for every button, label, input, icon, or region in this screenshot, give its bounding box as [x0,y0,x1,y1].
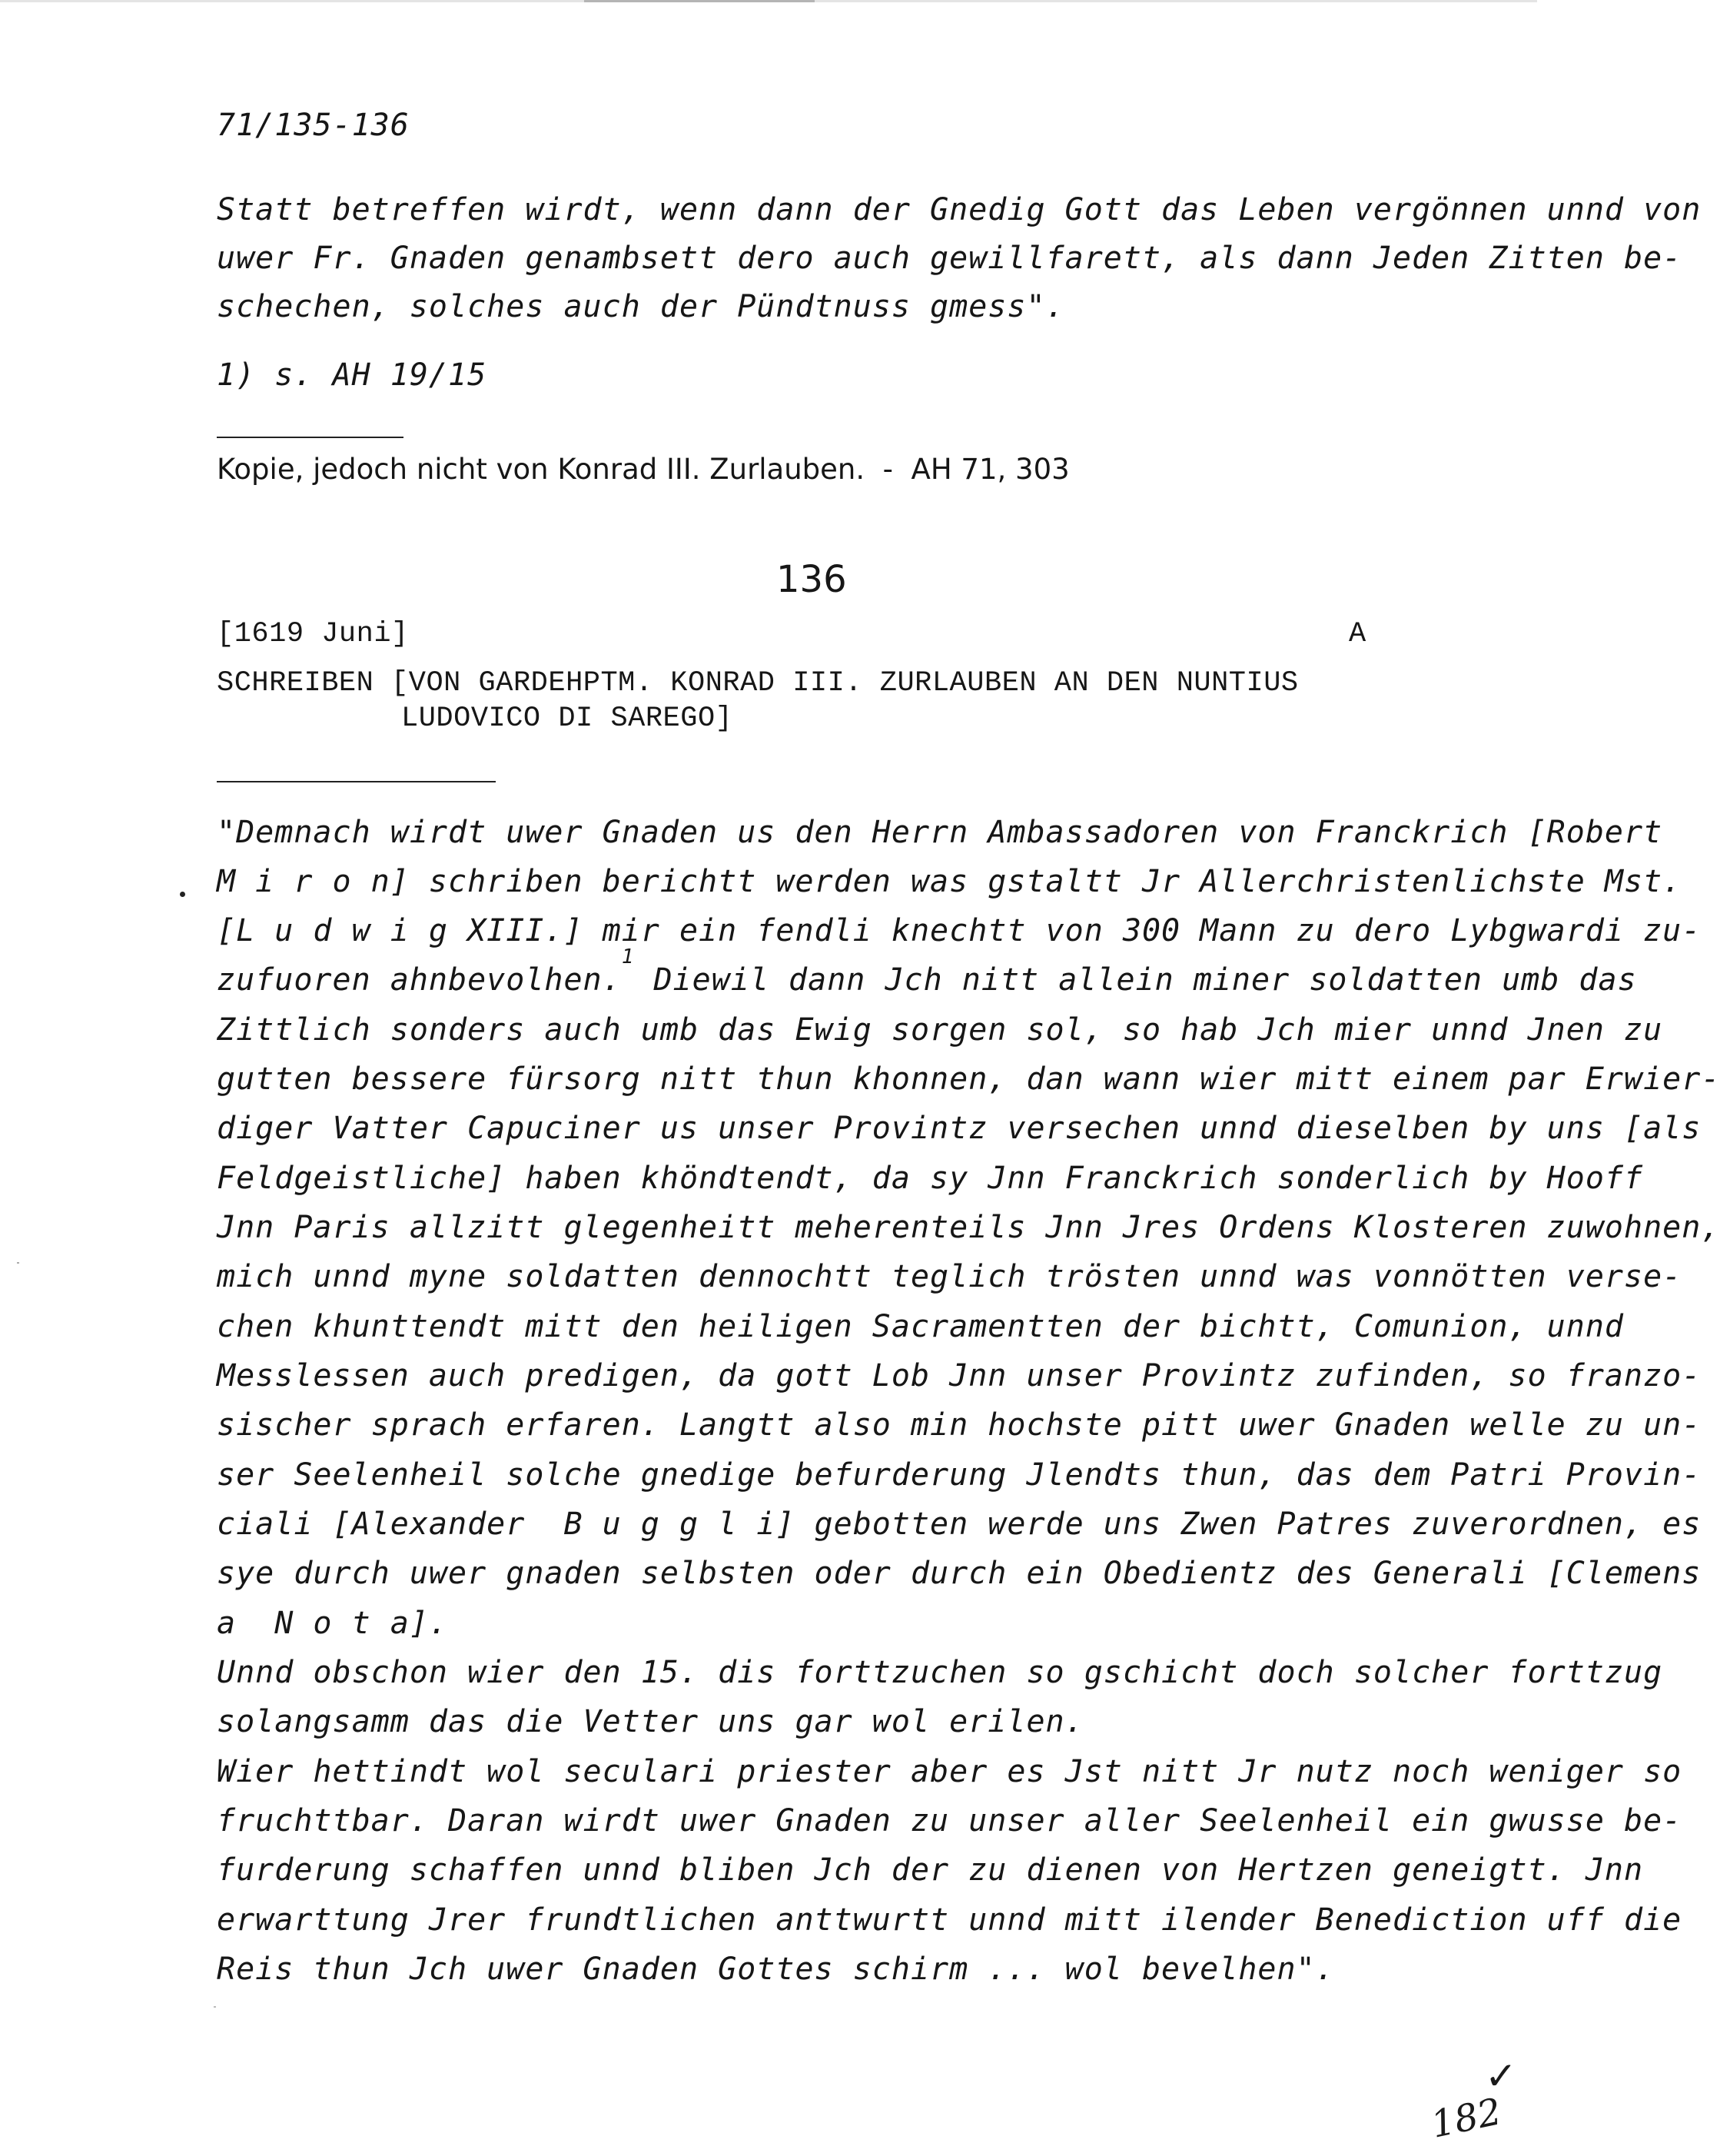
body-line: ser Seelenheil solche gnedige befurderung Jlendts thun, das dem Patri Provin- [217,1457,1702,1493]
body-line: M i r o n] schriben berichtt werden was gstaltt Jr Allerchristenlichste Mst. [217,864,1682,899]
body-line: Messlessen auch predigen, da gott Lob Jnn unser Provintz zufinden, so franzo- [217,1358,1702,1394]
body-line: "Demnach wirdt uwer Gnaden us den Herrn Ambassadoren von Franckrich [Robert [217,815,1663,850]
previous-text-line: uwer Fr. Gnaden genambsett dero auch gewillfarett, als dann Jeden Zitten be- [217,241,1682,276]
body-line: chen khunttendt mitt den heiligen Sacramentten der bichtt, Comunion, unnd [217,1309,1624,1344]
title-rule [217,781,496,782]
body-line: Zittlich sonders auch umb das Ewig sorgen sol, so hab Jch mier unnd Jnen zu [217,1012,1663,1048]
margin-dot [180,892,185,897]
body-line: [L u d w i g XIII.] mir ein fendli knechtt von 300 Mann zu dero Lybgwardi zu- [217,913,1702,948]
scan-top-edge-mark [584,0,815,2]
document-date: [1619 Juni] [217,618,409,650]
body-line: Wier hettindt wol seculari priester aber es Jst nitt Jr nutz noch weniger so [217,1754,1682,1789]
body-line: ciali [Alexander B u g g l i] gebotten werde uns Zwen Patres zuverordnen, es [217,1507,1702,1542]
body-line: solangsamm das die Vetter uns gar wol erilen. [217,1704,1084,1739]
previous-text-line: schechen, solches auch der Pündtnuss gmess". [217,289,1065,324]
margin-tick [214,2006,216,2008]
document-classification: A [1349,618,1366,650]
document-title-line-1: SCHREIBEN [VON GARDEHPTM. KONRAD III. ZURLAUBEN AN DEN NUNTIUS [217,667,1299,699]
body-line: Reis thun Jch uwer Gnaden Gottes schirm ... wol bevelhen". [217,1952,1335,1987]
body-line: sischer sprach erfaren. Langtt also min hochste pitt uwer Gnaden welle zu un- [217,1407,1702,1443]
source-note: Kopie, jedoch nicht von Konrad III. Zurlauben. - AH 71, 303 [217,453,1070,486]
document-title-line-2: LUDOVICO DI SAREGO] [401,703,733,735]
body-line-with-footnote [217,945,1637,998]
body-line: gutten bessere fürsorg nitt thun khonnen, dan wann wier mitt einem par Erwier- [217,1061,1720,1097]
previous-footnote: 1) s. AH 19/15 [217,357,487,393]
footnote-rule [217,437,403,438]
previous-text-line: Statt betreffen wirdt, wenn dann der Gnedig Gott das Leben vergönnen unnd von [217,192,1702,228]
margin-tick [17,1262,19,1264]
body-line: diger Vatter Capuciner us unser Provintz versechen unnd dieselben by uns [als [217,1111,1702,1146]
body-line: erwarttung Jrer frundtlichen anttwurtt unnd mitt ilender Benediction uff die [217,1902,1682,1938]
body-line: a N o t a]. [217,1606,448,1641]
body-line: furderung schaffen unnd bliben Jch der zu dienen von Hertzen geneigtt. Jnn [217,1852,1644,1888]
footnote-marker: 1 [621,945,635,968]
check-mark-icon: ✓ [1485,2054,1517,2098]
body-line: Unnd obschon wier den 15. dis forttzuchen so gschicht doch solcher forttzug [217,1655,1663,1690]
page-reference: 71/135-136 [217,108,410,143]
body-line-part: zufuoren ahnbevolhen. [217,962,622,998]
body-line-part: Diewil dann Jch nitt allein miner soldatten umb das [634,962,1637,998]
folio-annotation [1427,2054,1522,2147]
body-line: Feldgeistliche] haben khöndtendt, da sy Jnn Franckrich sonderlich by Hooff [217,1161,1644,1196]
body-line: sye durch uwer gnaden selbsten oder durch ein Obedientz des Generali [Clemens [217,1556,1702,1591]
body-line: mich unnd myne soldatten dennochtt teglich trösten unnd was vonnötten verse- [217,1259,1682,1294]
document-number: 136 [776,558,847,601]
folio-number: 182 [1427,2090,1506,2147]
body-line: Jnn Paris allzitt glegenheitt meherenteils Jnn Jres Ordens Klosteren zuwohnen, [217,1210,1720,1245]
body-line: fruchttbar. Daran wirdt uwer Gnaden zu unser aller Seelenheil ein gwusse be- [217,1803,1682,1839]
